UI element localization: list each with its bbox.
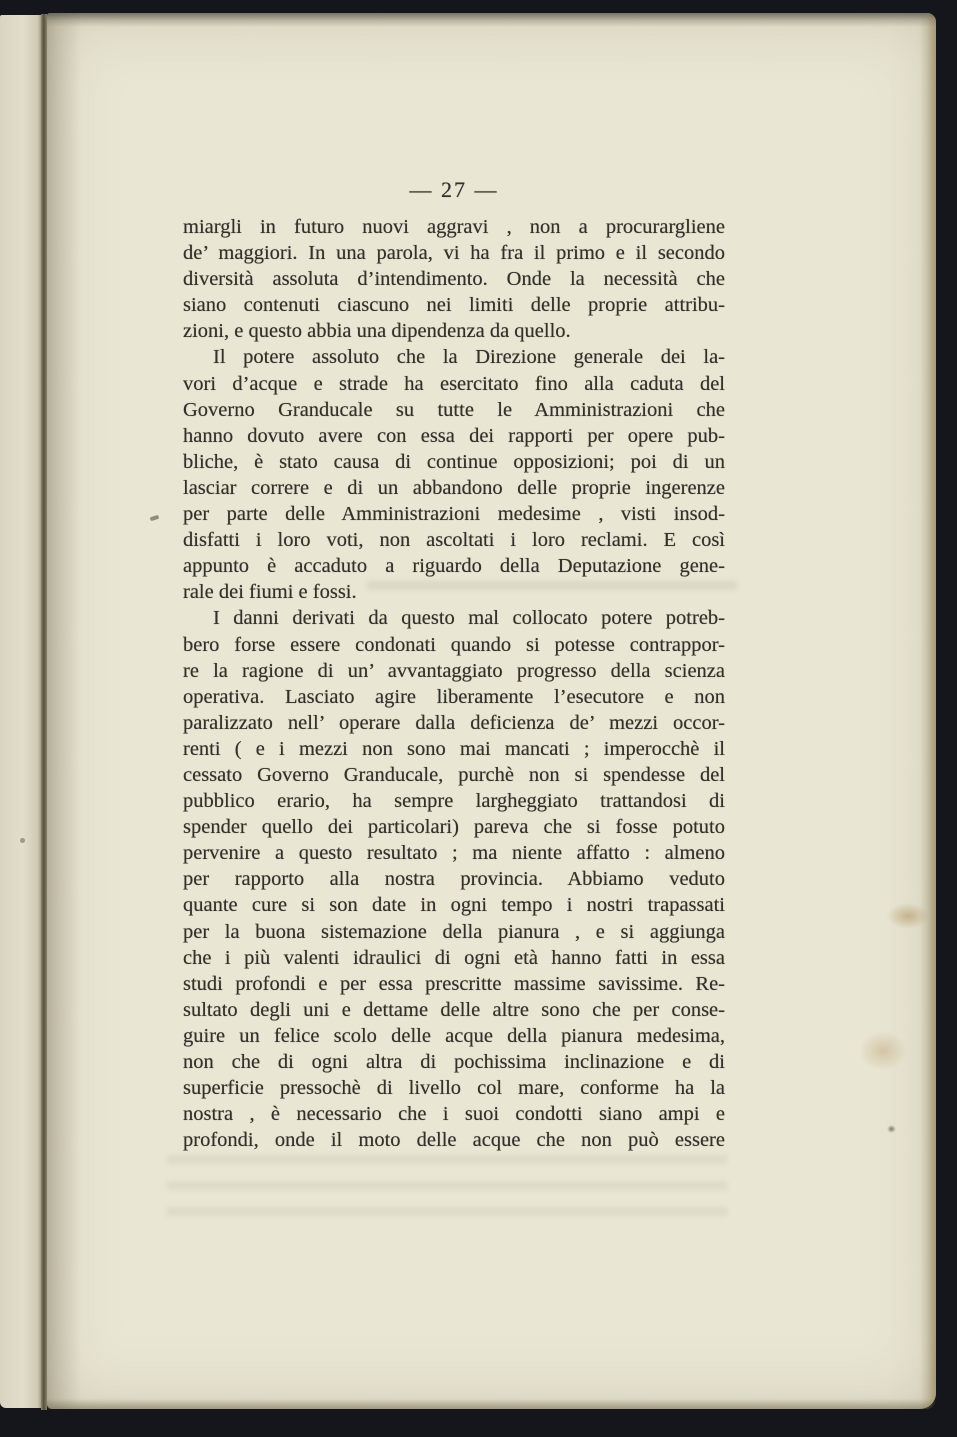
text-line: per rapporto alla nostra provincia. Abbiamo veduto (183, 868, 725, 891)
adjacent-page-edge (0, 15, 41, 1408)
text-line: I danni derivati da questo mal collocato potere potreb- (213, 607, 725, 630)
book-page (47, 13, 936, 1409)
text-line: operativa. Lasciato agire liberamente l’esecutore e non (183, 685, 725, 708)
paper-speck (20, 838, 25, 843)
text-line: Governo Granducale su tutte le Amministrazioni che (183, 398, 725, 421)
page-bottom-edge-shading (47, 1399, 936, 1409)
text-line: hanno dovuto avere con essa dei rapporti per opere pub- (183, 424, 725, 447)
text-line: renti ( e i mezzi non sono mai mancati ; imperocchè il (183, 737, 725, 760)
text-line: paralizzato nell’ operare dalla deficienza de’ mezzi occor- (183, 711, 725, 734)
text-line: diversità assoluta d’intendimento. Onde la necessità che (183, 268, 725, 291)
page-right-edge-shading (920, 13, 936, 1409)
page-number: — 27 — (409, 177, 499, 202)
text-line: nostra , è necessario che i suoi condotti siano ampi e (183, 1103, 725, 1126)
foxing-spot (859, 1031, 907, 1071)
text-line: pervenire a questo resultato ; ma niente affatto : almeno (183, 842, 725, 865)
ink-showthrough (167, 1155, 727, 1233)
text-line: miargli in futuro nuovi aggravi , non a procurargliene (183, 216, 725, 238)
text-line: Il potere assoluto che la Direzione generale dei la- (213, 346, 725, 369)
text-line: profondi, onde il moto delle acque che non può essere (183, 1129, 725, 1152)
text-line: per la buona sistemazione della pianura , e si aggiunga (183, 920, 725, 943)
text-line: appunto è accaduto a riguardo della Deputazione gene- (183, 555, 725, 578)
text-line: disfatti i loro voti, non ascoltati i loro reclami. E così (183, 529, 725, 552)
text-line: bero forse essere condonati quando si potesse contrappor- (183, 633, 725, 656)
text-line: spender quello dei particolari) pareva che si fosse potuto (183, 816, 725, 839)
text-line: sultato degli uni e dettame delle altre sono che per conse- (183, 998, 725, 1021)
page-text (183, 214, 725, 1153)
text-line: non che di ogni altra di pochissima inclinazione e di (183, 1051, 725, 1073)
text-line: vori d’acque e strade ha esercitato fino alla caduta del (183, 372, 725, 395)
ink-speck (150, 515, 160, 522)
text-line: quante cure si son date in ogni tempo i nostri trapassati (183, 894, 725, 917)
text-line: re la ragione di un’ avvantaggiato progresso della scienza (183, 659, 725, 682)
gutter-shadow (47, 13, 81, 1409)
text-line: pubblico erario, ha sempre largheggiato trattandosi di (183, 790, 725, 813)
text-line: che i più valenti idraulici di ogni età hanno fatti in essa (183, 946, 725, 969)
text-line: de’ maggiori. In una parola, vi ha fra il primo e il secondo (183, 242, 725, 265)
foxing-spot (887, 1125, 896, 1133)
text-line: lasciar correre e di un abbandono delle proprie ingerenze (183, 476, 725, 499)
text-line: guire un felice scolo delle acque della pianura medesima, (183, 1024, 725, 1047)
text-line: siano contenuti ciascuno nei limiti delle proprie attribu- (183, 294, 725, 317)
text-line: per parte delle Amministrazioni medesime , visti insod- (183, 503, 725, 526)
page-top-edge-shading (47, 13, 936, 27)
text-line: superficie pressochè di livello col mare, conforme ha la (183, 1077, 725, 1100)
text-line: rale dei fiumi e fossi. (183, 581, 357, 604)
text-line: zioni, e questo abbia una dipendenza da quello. (183, 320, 571, 343)
text-line: cessato Governo Granducale, purchè non si spendesse del (183, 763, 725, 786)
text-line: studi profondi e per essa prescritte massime savissime. Re- (183, 972, 725, 995)
text-line: bliche, è stato causa di continue opposizioni; poi di un (183, 450, 725, 473)
